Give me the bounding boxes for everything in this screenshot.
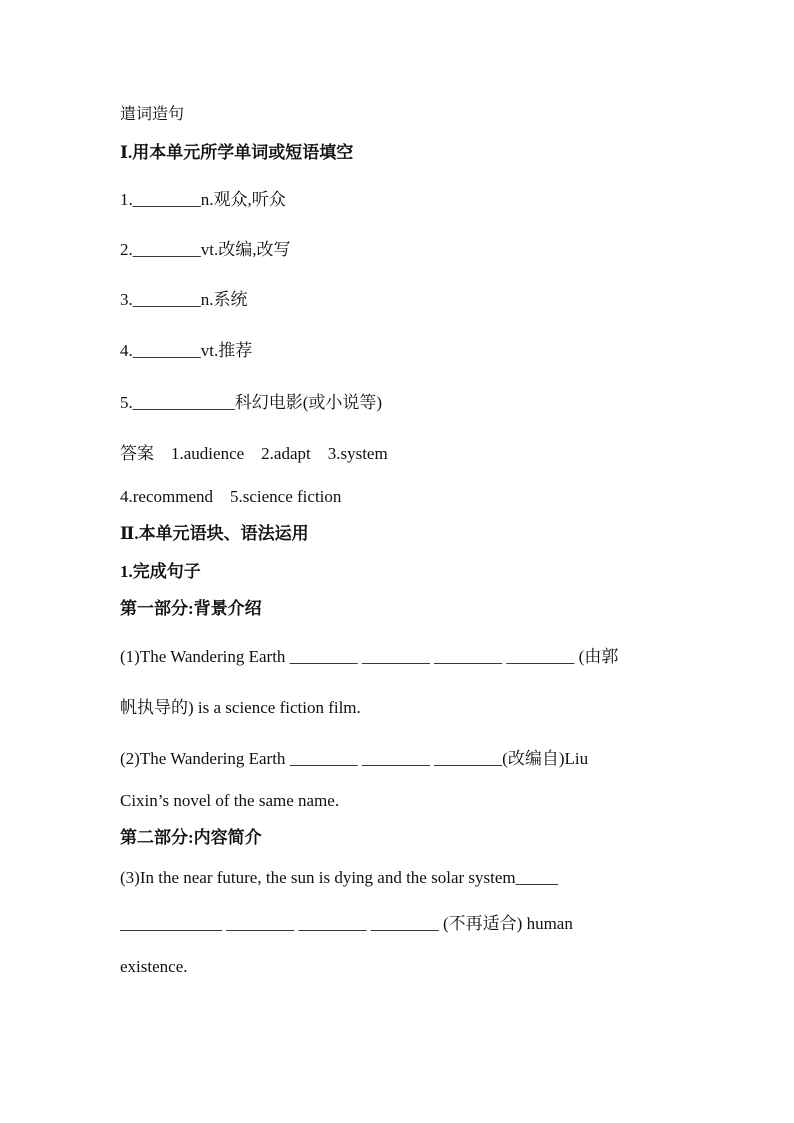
task-title: 1.完成句子 xyxy=(120,562,201,581)
worksheet-heading: 遣词造句 xyxy=(120,106,185,123)
section-1-title: 第一部分:背景介绍 xyxy=(120,599,262,618)
vocab-item-1: 1.________n.观众,听众 xyxy=(120,190,286,209)
vocab-item-5: 5.____________科幻电影(或小说等) xyxy=(120,393,383,412)
question-1-line-1: (1)The Wandering Earth ________ ________ ________ ________ (由郭 xyxy=(120,647,619,666)
question-3-line-1: (3)In the near future, the sun is dying and the solar system_____ xyxy=(120,868,559,887)
question-1-line-2: 帆执导的) is a science fiction film. xyxy=(120,698,361,717)
answer-line-2: 4.recommend 5.science fiction xyxy=(120,487,342,506)
question-3-line-2: ____________ ________ ________ ________ (不再适合) human xyxy=(120,914,573,933)
question-2-line-1: (2)The Wandering Earth ________ ________ ________(改编自)Liu xyxy=(120,749,589,768)
vocab-item-3: 3.________n.系统 xyxy=(120,290,248,309)
section-2-title: 第二部分:内容简介 xyxy=(120,828,262,847)
vocab-item-4: 4.________vt.推荐 xyxy=(120,341,253,360)
part-one-title: Ⅰ.用本单元所学单词或短语填空 xyxy=(120,143,354,162)
question-3-line-3: existence. xyxy=(120,957,188,976)
vocab-item-2: 2.________vt.改编,改写 xyxy=(120,240,291,259)
answer-line-1: 答案 1.audience 2.adapt 3.system xyxy=(120,444,388,463)
question-2-line-2: Cixin’s novel of the same name. xyxy=(120,791,340,810)
part-two-title: Ⅱ.本单元语块、语法运用 xyxy=(120,524,309,543)
